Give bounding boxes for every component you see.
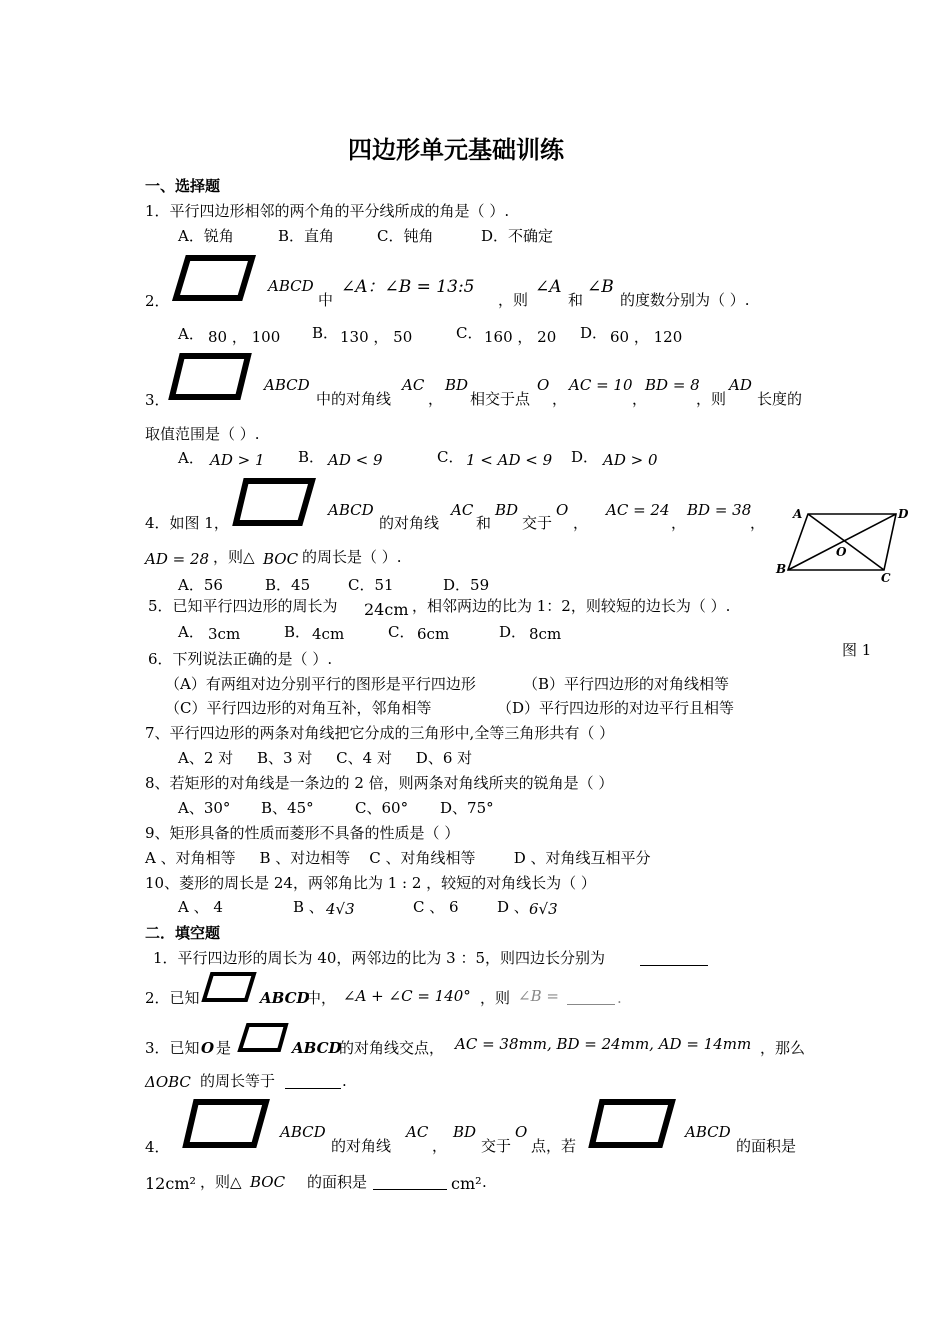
f3-text: 的周长等于	[200, 1072, 276, 1090]
parallelogram-icon	[200, 970, 258, 1004]
q5-option-d-label: D．	[499, 623, 527, 641]
q2-math-ratio: ∠A：∠B = 13:5	[341, 277, 475, 297]
f2-abcd: ABCD	[260, 989, 310, 1007]
f3-text: ，那么	[760, 1039, 806, 1057]
q3-math-ac: AC	[402, 376, 425, 394]
q2-math-angle-a: ∠A	[535, 277, 562, 297]
parallelogram-icon	[236, 1021, 290, 1055]
q5-stem: 5．已知平行四边形的周长为	[148, 597, 338, 615]
q4-option-b: B．45	[265, 576, 311, 594]
q4-text: 的对角线	[379, 514, 440, 532]
q1-option-a: A．锐角	[178, 227, 234, 245]
q3-text: 相交于点	[470, 390, 531, 408]
q5-option-a: 3cm	[208, 625, 241, 643]
fig1-label-o: O	[836, 545, 847, 559]
q9-stem: 9、矩形具备的性质而菱形不具备的性质是（ ）	[145, 824, 460, 842]
f4-text: ，	[432, 1137, 448, 1155]
q3-math-o: O	[537, 376, 550, 394]
f2-period: .	[617, 989, 622, 1007]
q4-text: 交于	[522, 514, 553, 532]
f3-text: 是	[216, 1039, 232, 1057]
q4-math-ac: AC	[451, 501, 474, 519]
q4-text: ，	[750, 514, 766, 532]
q10-stem: 10、菱形的周长是 24，两邻角比为 1 : 2 ，较短的对角线长为（ ）	[145, 874, 596, 892]
q3-text: ，则	[696, 390, 727, 408]
q6-stem: 6．下列说法正确的是（ ）.	[148, 650, 333, 668]
q2-option-a-label: A．	[178, 325, 204, 343]
q3-text: 长度的	[757, 390, 803, 408]
q4-number: 4．如图 1，	[145, 514, 229, 532]
q4-math-boc: BOC	[263, 550, 299, 568]
f4-text: 的对角线	[331, 1137, 392, 1155]
q4-math-o: O	[556, 501, 569, 519]
q2-number: 2．	[145, 292, 170, 310]
q1-stem: 1．平行四边形相邻的两个角的平分线所成的角是（ ）.	[145, 202, 510, 220]
f2-number: 2．已知	[145, 989, 200, 1007]
f4-text: 的面积是	[307, 1173, 368, 1191]
f4-text: 点，若	[531, 1137, 577, 1155]
q3-option-d-label: D．	[571, 448, 599, 466]
q10-option-c: C 、 6	[413, 898, 459, 916]
f4-unit: cm²	[451, 1174, 482, 1193]
q2-option-b: 130 ， 50	[340, 328, 413, 346]
q5-option-c: 6cm	[417, 625, 450, 643]
f4-area: 12cm²	[145, 1174, 196, 1193]
q1-option-b: B．直角	[278, 227, 335, 245]
q4-text: 和	[476, 514, 492, 532]
q3-option-a-label: A．	[178, 449, 204, 467]
f1-answer-blank[interactable]	[640, 951, 708, 966]
q10-option-d-label: D 、	[497, 898, 529, 916]
f4-text: 交于	[481, 1137, 512, 1155]
q4-option-d: D．59	[443, 576, 490, 594]
f4-answer-blank[interactable]	[373, 1175, 447, 1190]
f2-text: ，则	[480, 989, 511, 1007]
q5-option-a-label: A．	[178, 623, 204, 641]
q8-option-a: A、30°	[178, 799, 231, 817]
f2-math-angle-sum: ∠A + ∠C = 140°	[343, 987, 471, 1005]
q2-text: 的度数分别为（ ）.	[620, 291, 750, 309]
f4-text: ，则△	[200, 1173, 242, 1191]
q10-option-d: 6√3	[529, 900, 558, 918]
parallelogram-icon	[182, 1098, 270, 1150]
q2-option-d: 60 ， 120	[610, 328, 683, 346]
q1-option-d: D．不确定	[481, 227, 554, 245]
q8-stem: 8、若矩形的对角线是一条边的 2 倍，则两条对角线所夹的锐角是（ ）	[145, 774, 614, 792]
f4-math-boc: BOC	[250, 1173, 286, 1191]
f4-math-ac: AC	[406, 1123, 429, 1141]
q5-perimeter: 24cm	[364, 600, 409, 619]
f4-period: .	[482, 1173, 487, 1191]
q3-option-d: AD > 0	[603, 451, 658, 469]
q10-option-b-label: B 、	[293, 898, 324, 916]
f2-math-angle-b: ∠B =	[518, 987, 559, 1005]
q6-option-d: （D）平行四边形的对边平行且相等	[497, 699, 735, 717]
f4-math-o: O	[515, 1123, 528, 1141]
q3-option-c-label: C．	[437, 448, 464, 466]
q7-stem: 7、平行四边形的两条对角线把它分成的三角形中,全等三角形共有（ ）	[145, 724, 615, 742]
fig1-label-b: B	[776, 562, 787, 576]
q3-number: 3．	[145, 391, 170, 409]
q6-option-a: （A）有两组对边分别平行的图形是平行四边形	[165, 675, 476, 693]
f3-math-lengths: AC = 38mm, BD = 24mm, AD = 14mm	[455, 1035, 752, 1053]
q5-option-b: 4cm	[312, 625, 345, 643]
q8-option-b: B、45°	[261, 799, 314, 817]
q4-text: ，则△	[213, 548, 255, 566]
q3-math-abcd: ABCD	[264, 376, 310, 394]
q4-text: ，	[671, 514, 687, 532]
q4-math-ad-value: AD = 28	[145, 550, 210, 568]
q4-math-ac-value: AC = 24	[606, 501, 670, 519]
f3-text: 的对角线交点，	[339, 1039, 445, 1057]
q2-option-c-label: C．	[456, 324, 483, 342]
q8-option-d: D、75°	[440, 799, 494, 817]
q6-option-c: （C）平行四边形的对角互补，邻角相等	[165, 699, 432, 717]
parallelogram-icon	[588, 1098, 676, 1150]
f4-text: 的面积是	[736, 1137, 797, 1155]
q4-text: 的周长是（ ）.	[302, 548, 402, 566]
q2-text: 和	[568, 291, 584, 309]
q1-option-c: C．钝角	[377, 227, 434, 245]
q3-math-bd: BD	[445, 376, 469, 394]
q2-math-abcd: ABCD	[268, 277, 314, 295]
fig1-label-a: A	[793, 507, 803, 521]
q4-math-bd-value: BD = 38	[687, 501, 752, 519]
q3-option-b: AD < 9	[328, 451, 383, 469]
parallelogram-icon	[168, 352, 252, 402]
q2-option-d-label: D．	[580, 324, 608, 342]
q3-text: ，	[552, 390, 568, 408]
section-choice-heading: 一、选择题	[145, 177, 221, 195]
f2-answer-blank[interactable]	[567, 990, 615, 1005]
q4-math-bd: BD	[495, 501, 519, 519]
q3-math-ac-value: AC = 10	[569, 376, 633, 394]
q5-option-d: 8cm	[529, 625, 562, 643]
f1-stem: 1．平行四边形的周长为 40，两邻边的比为 3 ：5，则四边长分别为	[153, 949, 606, 967]
q4-option-a: A．56	[178, 576, 223, 594]
q2-text: ，则	[498, 291, 529, 309]
q7-options: A、2 对 B、3 对 C、4 对 D、6 对	[178, 749, 473, 767]
q3-text: 中的对角线	[316, 390, 392, 408]
q3-stem-line2: 取值范围是（ ）.	[145, 425, 260, 443]
q3-text: ，	[632, 390, 648, 408]
f4-math-abcd: ABCD	[280, 1123, 326, 1141]
q3-option-c: 1 < AD < 9	[466, 451, 553, 469]
q4-text: ，	[573, 514, 589, 532]
figure-1-caption: 图 1	[842, 641, 872, 659]
q9-options: A 、对角相等 B 、对边相等 C 、对角线相等 D 、对角线互相平分	[145, 849, 651, 867]
section-fill-heading: 二．填空题	[145, 924, 221, 942]
f3-period: .	[342, 1072, 347, 1090]
fig1-label-d: D	[898, 507, 909, 521]
f3-math-o: O	[201, 1039, 215, 1057]
q4-option-c: C．51	[348, 576, 394, 594]
q8-option-c: C、60°	[355, 799, 409, 817]
q3-math-ad: AD	[729, 376, 752, 394]
q2-math-angle-b: ∠B	[587, 277, 614, 297]
q10-option-a: A 、 4	[178, 898, 223, 916]
q2-text: 中	[318, 291, 334, 309]
f3-math-triangle: ΔOBC	[145, 1073, 191, 1091]
f4-math-bd: BD	[453, 1123, 477, 1141]
q3-math-bd-value: BD = 8	[645, 376, 700, 394]
parallelogram-icon	[172, 253, 256, 303]
q5-stem-end: ，相邻两边的比为 1：2，则较短的边长为（ ）.	[412, 597, 731, 615]
q3-text: ，	[428, 390, 444, 408]
f2-text: 中，	[306, 989, 337, 1007]
q3-option-a: AD > 1	[210, 451, 265, 469]
f3-abcd: ABCD	[292, 1039, 342, 1057]
f3-number: 3．已知	[145, 1039, 200, 1057]
q2-option-a: 80 ， 100	[208, 328, 281, 346]
q5-option-c-label: C．	[388, 623, 415, 641]
q4-math-abcd: ABCD	[328, 501, 374, 519]
f3-answer-blank[interactable]	[285, 1074, 341, 1089]
f4-number: 4．	[145, 1138, 170, 1156]
q5-option-b-label: B．	[284, 623, 311, 641]
q6-option-b: （B）平行四边形的对角线相等	[523, 675, 730, 693]
q2-option-c: 160 ， 20	[484, 328, 557, 346]
f4-math-abcd-2: ABCD	[685, 1123, 731, 1141]
parallelogram-icon	[232, 476, 316, 528]
q2-option-b-label: B．	[312, 324, 339, 342]
fig1-label-c: C	[881, 571, 891, 584]
figure-1-parallelogram	[772, 500, 912, 584]
q3-option-b-label: B．	[298, 448, 325, 466]
page-title: 四边形单元基础训练	[348, 135, 564, 164]
q10-option-b: 4√3	[326, 900, 355, 918]
